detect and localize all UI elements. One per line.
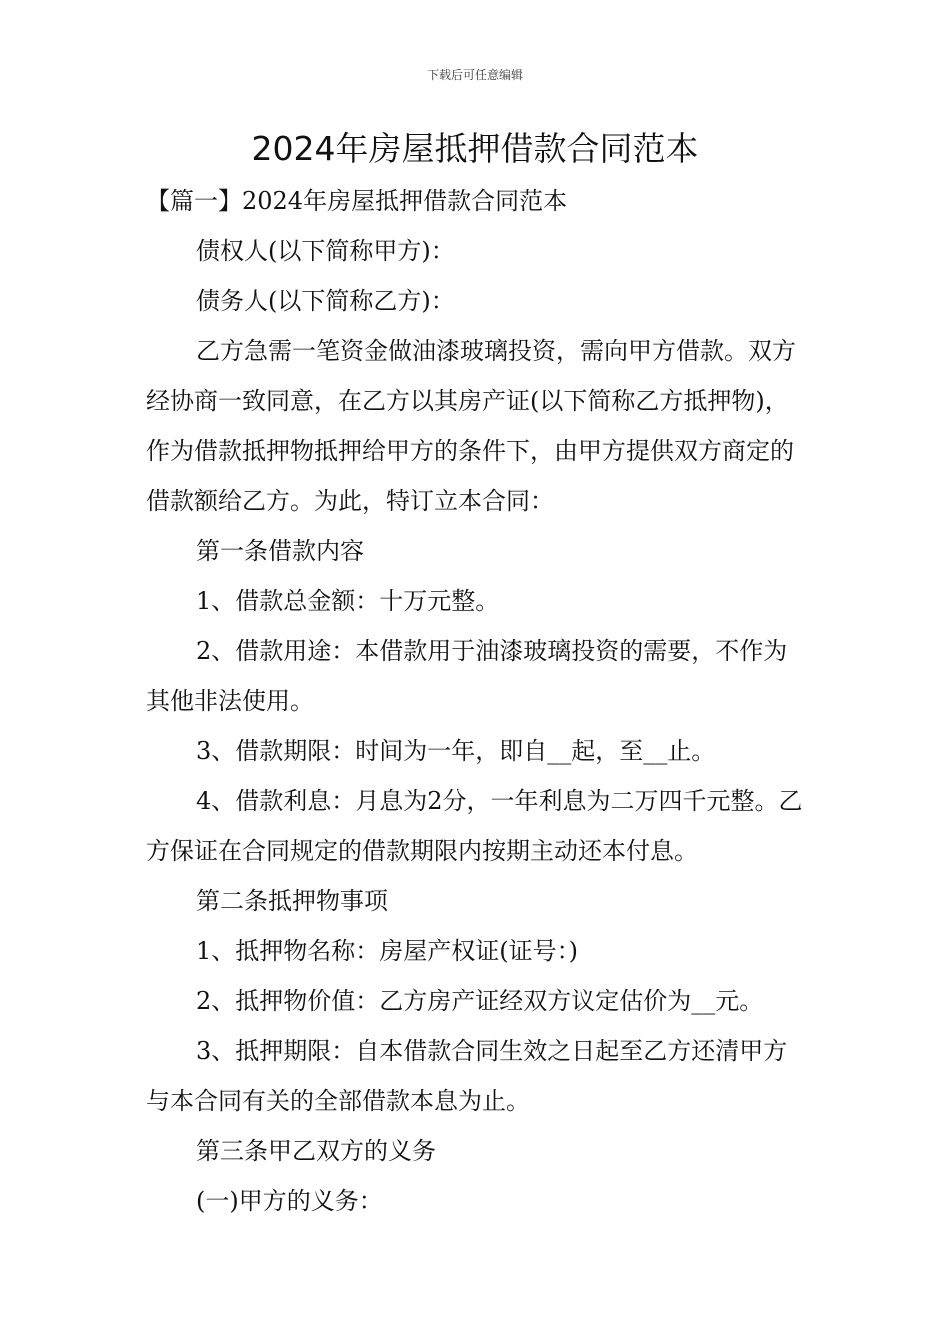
article-3-heading: 第三条甲乙双方的义务 (196, 1137, 436, 1165)
clause-2-1: 1、抵押物名称：房屋产权证(证号：) (196, 937, 578, 965)
clause-1-1: 1、借款总金额：十万元整。 (196, 587, 500, 615)
header-note: 下载后可任意编辑 (426, 68, 523, 82)
clause-1-3: 3、借款期限：时间为一年，即自__起，至__止。 (196, 737, 716, 765)
document-title: 2024年房屋抵押借款合同范本 (251, 129, 699, 168)
clause-2-2: 2、抵押物价值：乙方房产证经双方议定估价为__元。 (196, 987, 764, 1015)
clause-1-4: 4、借款利息：月息为2分，一年利息为二万四千元整。乙方保证在合同规定的借款期限内按期主动还本付息。 (146, 787, 803, 865)
document-body (146, 176, 810, 1226)
clause-1-2: 2、借款用途：本借款用于油漆玻璃投资的需要，不作为其他非法使用。 (146, 637, 788, 715)
article-2-heading: 第二条抵押物事项 (196, 887, 388, 915)
clause-3-1-heading: (一)甲方的义务： (196, 1187, 383, 1215)
paragraph-debtor: 债务人(以下简称乙方)： (196, 287, 455, 315)
paragraph-preamble: 乙方急需一笔资金做油漆玻璃投资，需向甲方借款。双方经协商一致同意，在乙方以其房产证(以下简称乙方抵押物)，作为借款抵押物抵押给甲方的条件下，由甲方提供双方商定的借款额给乙方。为此，特订立本合同： (146, 337, 796, 515)
clause-2-3: 3、抵押期限：自本借款合同生效之日起至乙方还清甲方与本合同有关的全部借款本息为止。 (146, 1037, 788, 1115)
article-1-heading: 第一条借款内容 (196, 537, 364, 565)
paragraph-creditor: 债权人(以下简称甲方)： (196, 237, 455, 265)
section-heading: 【篇一】2024年房屋抵押借款合同范本 (146, 187, 568, 215)
